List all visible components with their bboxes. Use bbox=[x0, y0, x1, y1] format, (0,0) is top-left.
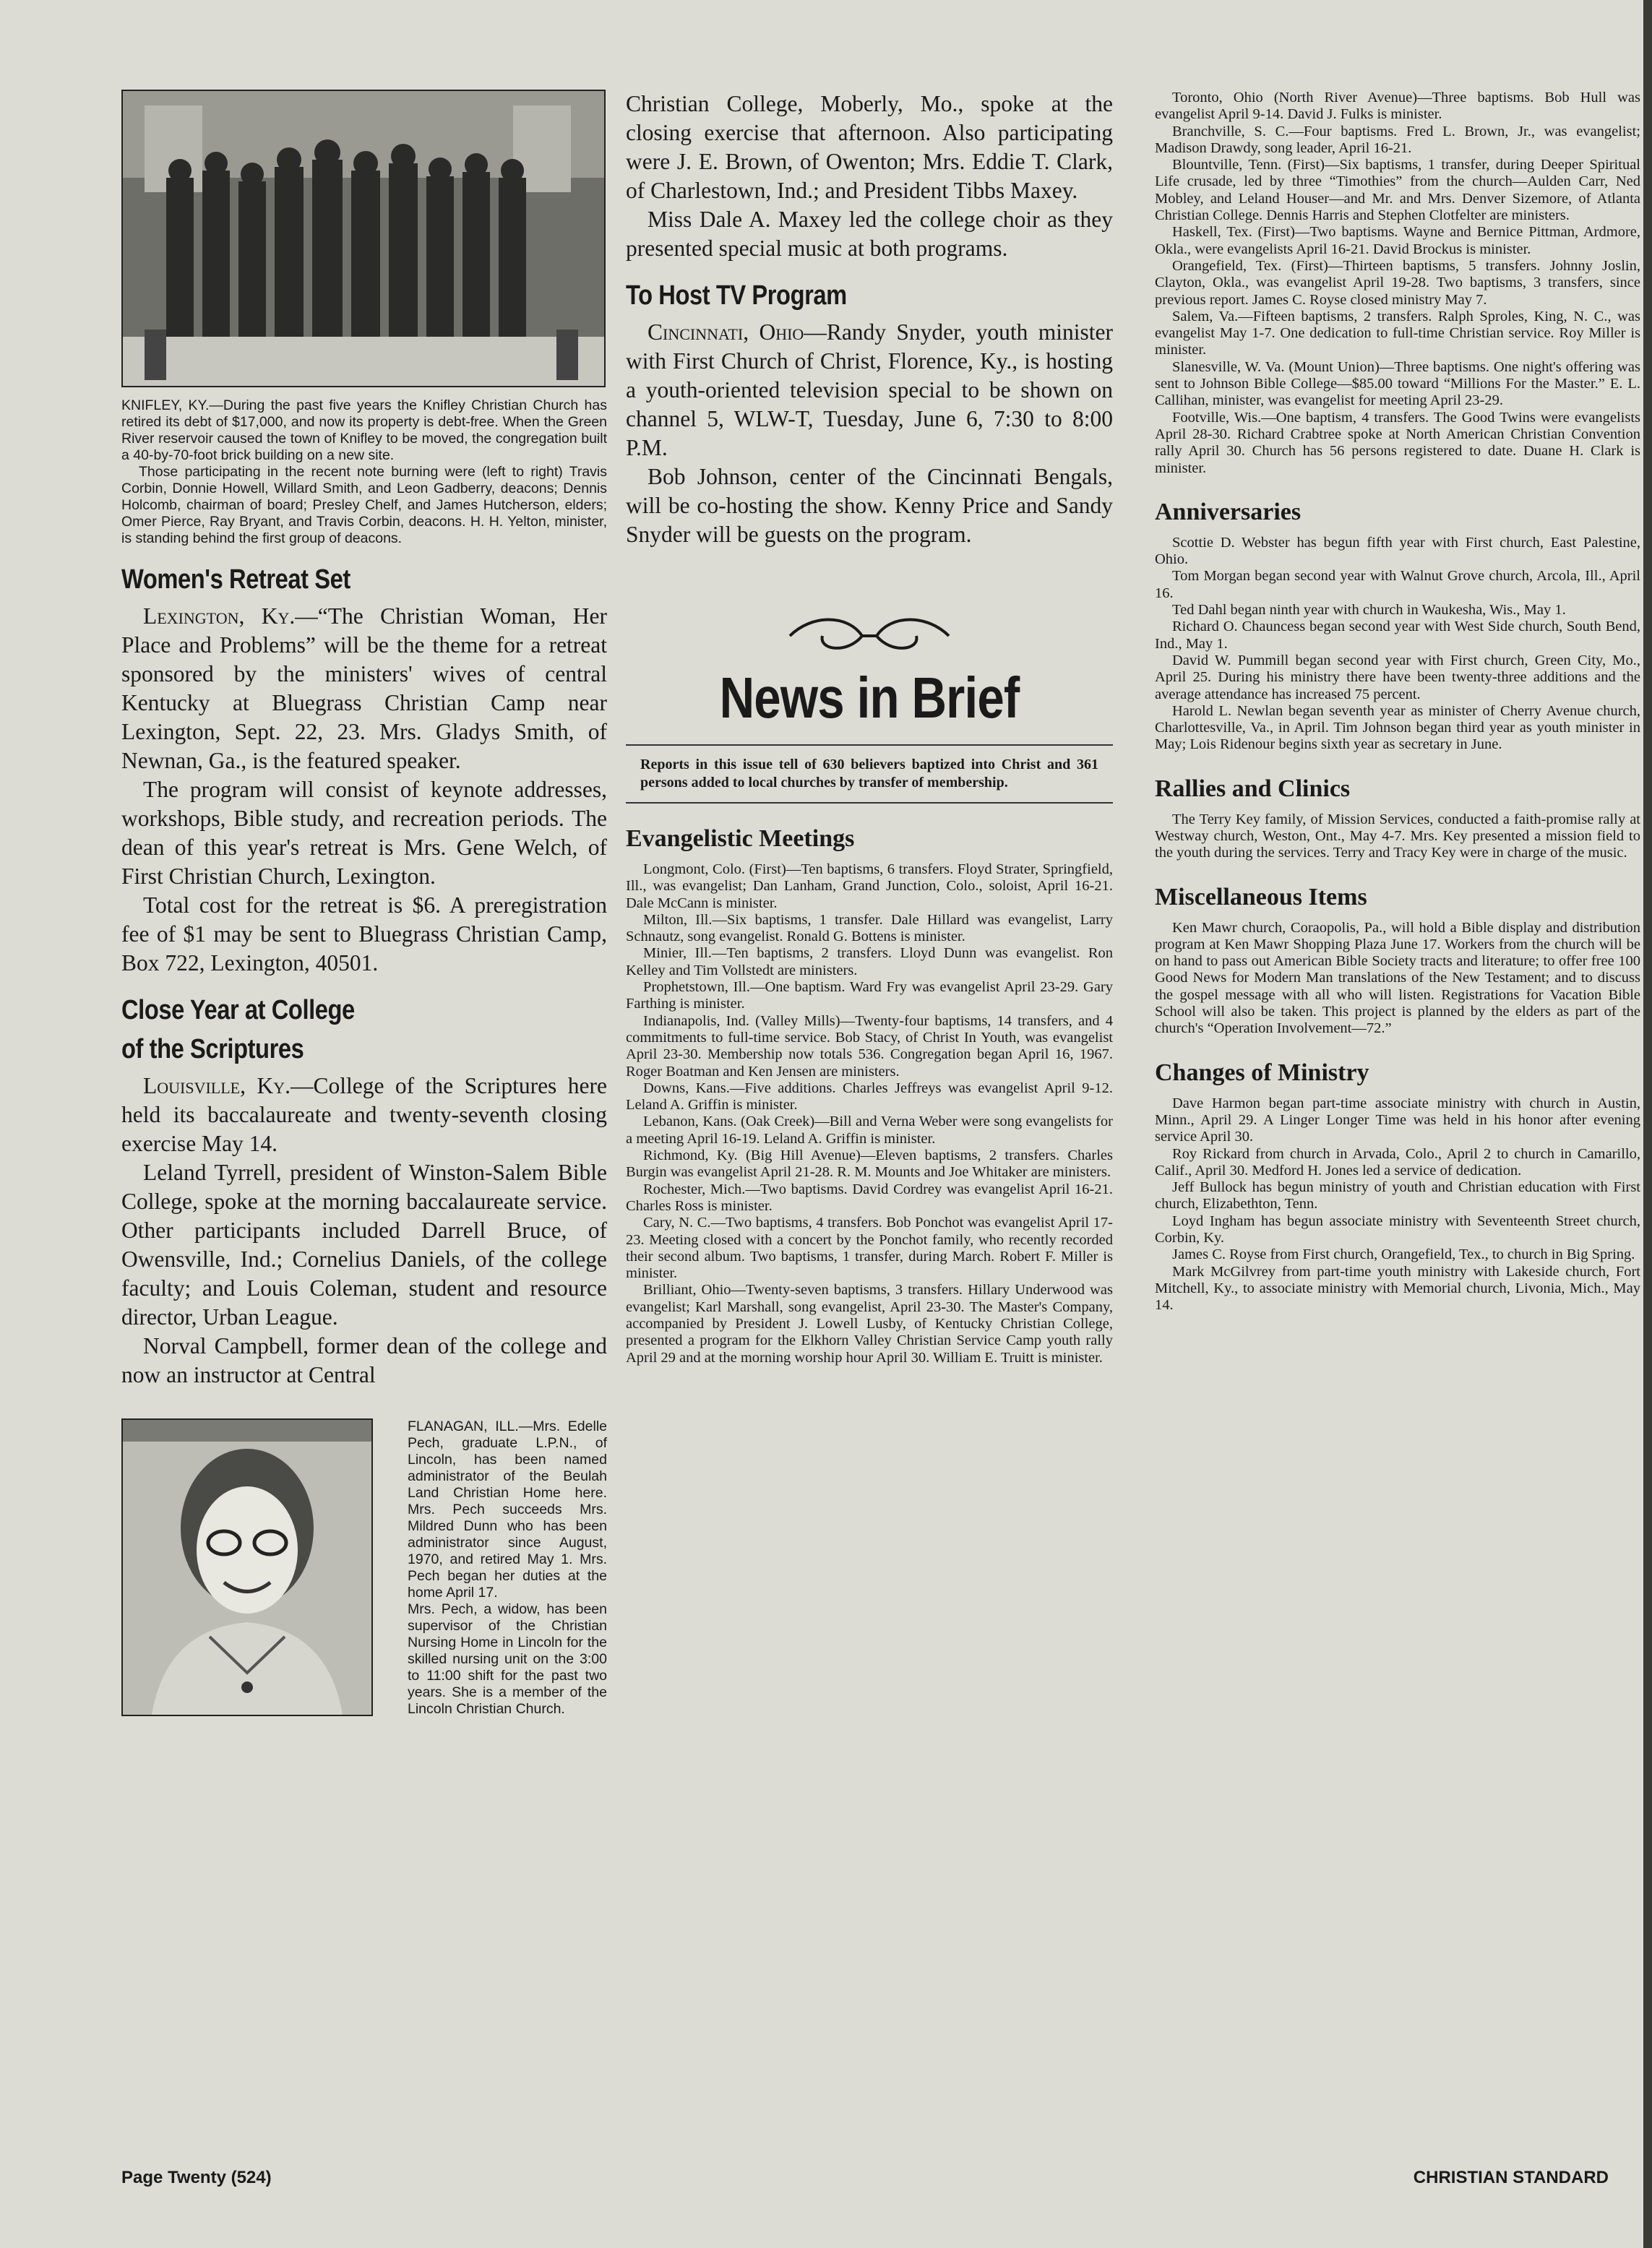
article-paragraph bbox=[626, 318, 1113, 462]
article-paragraph bbox=[121, 1072, 607, 1158]
column-3 bbox=[1155, 90, 1640, 1314]
list-item: Brilliant, Ohio—Twenty-seven baptisms, 3 transfers. Hillary Underwood was evangelist; Karl Marshall, song evangelist, April 23-30. The Master's Company, accompanied by President J. Lowell Lusby, of Kentucky Christian College, presented a program for the Elkhorn Valley Christian Service Camp youth rally April 29 and at the morning worship hour April 30. William E. Truitt is minister. bbox=[626, 1282, 1113, 1366]
list-item: Footville, Wis.—One baptism, 4 transfers. The Good Twins were evangelists April 28-30. Richard Crabtree spoke at North American Christian Convention rally April 30. Church has 56 persons registered to date. Duane H. Clark is minister. bbox=[1155, 409, 1640, 476]
reports-summary: Reports in this issue tell of 630 believers baptized into Christ and 361 persons added to local churches by transfer of membership. bbox=[626, 744, 1113, 804]
list-item: Richard O. Chauncess began second year with West Side church, South Bend, Ind., May 1. bbox=[1155, 619, 1640, 652]
changes-list bbox=[1155, 1095, 1640, 1314]
list-item: Blountville, Tenn. (First)—Six baptisms, 1 transfer, during Deeper Spiritual Life crusade, led by three “Timothies” from the church—Aulden Carr, Ned Mobley, and Leland Houser—and Mr. and Mrs. Denver Sizemore, of Atlanta Christian College. Dennis Harris and Stephen Clotfelter are ministers. bbox=[1155, 157, 1640, 224]
flourish-ornament-icon bbox=[783, 614, 956, 658]
list-item: Scottie D. Webster has begun fifth year with First church, East Palestine, Ohio. bbox=[1155, 534, 1640, 568]
paragraph-text: —“The Christian Woman, Her Place and Problems” will be the theme for a retreat sponsored by the ministers' wives of central Kentucky at Bluegrass Christian Camp near Lexington, Sept. 22, 23. Mrs. Gladys Smith, of Newnan, Ga., is the featured speaker. bbox=[121, 603, 608, 773]
tv-article bbox=[626, 318, 1113, 549]
college-headline-1: Close Year at College bbox=[121, 995, 355, 1025]
caption-paragraph: FLANAGAN, ILL.—Mrs. Edelle Pech, graduate L.P.N., of Lincoln, has been named administrator of the Beulah Land Christian Home here. Mrs. Pech succeeds Mrs. Mildred Dunn who has been administrator since August, 1970, and retired May 1. Mrs. Pech began her duties at the home April 17. bbox=[408, 1418, 607, 1601]
pech-caption bbox=[121, 1418, 607, 1718]
article-paragraph: Leland Tyrrell, president of Winston-Salem Bible College, spoke at the morning baccalaureate service. Other participants included Darrell Bruce, of Owensville, Ind.; Cornelius Daniels, of the college faculty; and Louis Coleman, student and resource director, Urban League. bbox=[121, 1160, 607, 1330]
list-item: Lebanon, Kans. (Oak Creek)—Bill and Verna Weber were song evangelists for a meeting April 16-19. Leland A. Griffin is minister. bbox=[626, 1114, 1113, 1147]
article-paragraph: The program will consist of keynote addresses, workshops, Bible study, and recreation periods. The dean of this year's retreat is Mrs. Gene Welch, of First Christian Church, Lexington. bbox=[121, 777, 607, 889]
list-item: Prophetstown, Ill.—One baptism. Ward Fry was evangelist April 23-29. Gary Farthing is minister. bbox=[626, 979, 1113, 1012]
evangelistic-list-continued bbox=[1155, 90, 1640, 477]
article-paragraph: Norval Campbell, former dean of the college and now an instructor at Central bbox=[121, 1333, 607, 1387]
evangelistic-meetings-heading: Evangelistic Meetings bbox=[626, 825, 855, 852]
caption-paragraph: Those participating in the recent note burning were (left to right) Travis Corbin, Donnie Howell, Willard Smith, and Leon Gadberry, deacons; Dennis Holcomb, chairman of board; Presley Chelf, and James Hutcherson, elders; Omer Pierce, Ray Bryant, and Travis Corbin, deacons. H. H. Yelton, minister, is standing behind the first group of deacons. bbox=[121, 464, 607, 546]
list-item: Harold L. Newlan began seventh year as minister of Cherry Avenue church, Charlottesville, Va., in April. Tim Johnson began third year as youth minister in May; Lois Ridenour begins sixth year as secretary in June. bbox=[1155, 702, 1640, 753]
knifley-caption bbox=[121, 397, 607, 547]
article-paragraph bbox=[121, 602, 607, 775]
list-item: Downs, Kans.—Five additions. Charles Jeffreys was evangelist April 9-12. Leland A. Griffin is minister. bbox=[626, 1080, 1113, 1114]
college-article bbox=[121, 1072, 607, 1390]
article-paragraph: Christian College, Moberly, Mo., spoke at the closing exercise that afternoon. Also participating were J. E. Brown, of Owenton; Mrs. Eddie T. Clark, of Charlestown, Ind.; and President Tibbs Maxey. bbox=[626, 91, 1113, 203]
article-paragraph: Total cost for the retreat is $6. A preregistration fee of $1 may be sent to Bluegrass Christian Camp, Box 722, Lexington, 40501. bbox=[121, 892, 607, 976]
list-item: Ted Dahl began ninth year with church in Waukesha, Wis., May 1. bbox=[1172, 602, 1566, 619]
dateline: Cincinnati, Ohio bbox=[648, 319, 804, 345]
tv-headline: To Host TV Program bbox=[626, 280, 847, 311]
list-item: Salem, Va.—Fifteen baptisms, 2 transfers. Ralph Sproles, King, N. C., was evangelist May 1-7. One dedication to full-time Christian service. Roy Miller is minister. bbox=[1155, 308, 1640, 358]
list-item: James C. Royse from First church, Orangefield, Tex., to church in Big Spring. bbox=[1172, 1246, 1635, 1263]
list-item: Rochester, Mich.—Two baptisms. David Cordrey was evangelist April 16-21. Charles Ross is minister. bbox=[626, 1181, 1113, 1214]
list-item: Mark McGilvrey from part-time youth ministry with Lakeside church, Fort Mitchell, Ky., to associate ministry with Memorial church, Livonia, Mich., May 14. bbox=[1155, 1263, 1640, 1314]
miscellaneous-list bbox=[1155, 920, 1640, 1038]
news-in-brief-title: News in Brief bbox=[719, 666, 1020, 730]
list-item: Toronto, Ohio (North River Avenue)—Three baptisms. Bob Hull was evangelist April 9-14. David J. Fulks is minister. bbox=[1155, 90, 1640, 123]
list-item: Ken Mawr church, Coraopolis, Pa., will hold a Bible display and distribution program at Ken Mawr Shopping Plaza June 17. Workers from the church will be on hand to pass out American Bible Society tracts and literature; to offer free 100 Good News for Modern Man translations of the New Testament; and to discuss the gospel message with all who will listen. Registrations for Vacation Bible School will also be taken. This project is planned by the elders as part of the church's “Operation Involvement—72.” bbox=[1155, 919, 1640, 1037]
caption-paragraph: KNIFLEY, KY.—During the past five years the Knifley Christian Church has retired its debt of $17,000, and now its property is debt-free. When the Green River reservoir caused the town of Knifley to be moved, the congregation built a 40-by-70-foot brick building on a new site. bbox=[121, 397, 607, 463]
knifley-group-photo bbox=[121, 90, 606, 387]
page-edge bbox=[1643, 0, 1652, 2248]
list-item: Roy Rickard from church in Arvada, Colo., April 2 to church in Camarillo, Calif., April 30. Medford H. Jones led a service of dedication. bbox=[1155, 1145, 1640, 1179]
list-item: Richmond, Ky. (Big Hill Avenue)—Eleven baptisms, 2 transfers. Charles Burgin was evangelist April 21-28. R. M. Mounts and Joe Whitaker are ministers. bbox=[626, 1147, 1113, 1181]
miscellaneous-heading: Miscellaneous Items bbox=[1155, 883, 1367, 910]
anniversaries-list bbox=[1155, 535, 1640, 754]
list-item: Minier, Ill.—Ten baptisms, 2 transfers. Lloyd Dunn was evangelist. Ron Kelley and Tim Vollstedt are ministers. bbox=[626, 945, 1113, 978]
list-item: Indianapolis, Ind. (Valley Mills)—Twenty-four baptisms, 14 transfers, and 4 commitments to full-time service. Bob Stacy, of Christ In Youth, was evangelist April 23-30. Membership now totals 536. Congregation began April 16, 1967. Roger Boatman and Ken Jensen are ministers. bbox=[626, 1012, 1113, 1080]
dateline: Lexington, Ky. bbox=[143, 603, 296, 629]
list-item: Loyd Ingham has begun associate ministry with Seventeenth Street church, Corbin, Ky. bbox=[1155, 1213, 1640, 1246]
list-item: David W. Pummill began second year with First church, Green City, Mo., April 25. During his ministry there have been twenty-three additions and the average attendance has increased 75 percent. bbox=[1155, 652, 1640, 702]
evangelistic-list bbox=[626, 861, 1113, 1366]
list-item: Milton, Ill.—Six baptisms, 1 transfer. Dale Hillard was evangelist, Larry Schnautz, song evangelist. Ronald G. Bottens is minister. bbox=[626, 911, 1113, 945]
list-item: Cary, N. C.—Two baptisms, 4 transfers. Bob Ponchot was evangelist April 17-23. Meeting closed with a concert by the Ponchot family, who recently recorded their second album. Two baptisms, 1 transfer, during March. Robert F. Miller is minister. bbox=[626, 1215, 1113, 1282]
changes-heading: Changes of Ministry bbox=[1155, 1059, 1369, 1086]
column-1 bbox=[121, 90, 607, 1823]
college-article-continued bbox=[626, 90, 1113, 263]
paragraph-text: —Randy Snyder, youth minister with First Church of Christ, Florence, Ky., is hosting a youth-oriented television special to be shown on channel 5, WLW-T, Tuesday, June 6, 7:30 to 8:00 P.M. bbox=[626, 319, 1113, 460]
article-paragraph: Bob Johnson, center of the Cincinnati Bengals, will be co-hosting the show. Kenny Price and Sandy Snyder will be guests on the program. bbox=[626, 464, 1113, 547]
list-item: Jeff Bullock has begun ministry of youth and Christian education with First church, Elizabethton, Tenn. bbox=[1155, 1179, 1640, 1213]
list-item: Slanesville, W. Va. (Mount Union)—Three baptisms. One night's offering was sent to Johnson Bible College—$85.00 toward “Millions For the Master.” E. L. Callihan, minister, was evangelist for meeting April 23-29. bbox=[1155, 358, 1640, 409]
list-item: The Terry Key family, of Mission Services, conducted a faith-promise rally at Westway church, Weston, Ont., May 4-7. Mrs. Key presented a mission field to the youth during the services. Terry and Tracy Key were in charge of the music. bbox=[1155, 811, 1640, 861]
group-photo-image bbox=[123, 91, 604, 386]
list-item: Branchville, S. C.—Four baptisms. Fred L. Brown, Jr., was evangelist; Madison Drawdy, song leader, April 16-21. bbox=[1155, 123, 1640, 156]
list-item: Haskell, Tex. (First)—Two baptisms. Wayne and Bernice Pittman, Ardmore, Okla., were evangelists April 16-21. David Brockus is minister. bbox=[1155, 224, 1640, 257]
college-headline-2: of the Scriptures bbox=[121, 1034, 304, 1064]
article-paragraph: Miss Dale A. Maxey led the college choir as they presented special music at both programs. bbox=[626, 207, 1113, 261]
column-2 bbox=[626, 90, 1113, 1366]
retreat-article bbox=[121, 602, 607, 978]
dateline: Louisville, Ky. bbox=[143, 1073, 291, 1098]
pech-block bbox=[121, 1418, 607, 1823]
retreat-headline: Women's Retreat Set bbox=[121, 564, 350, 595]
caption-paragraph: Mrs. Pech, a widow, has been supervisor of the Christian Nursing Home in Lincoln for the skilled nursing unit on the 3:00 to 11:00 shift for the past two years. She is a member of the Lincoln Christian Church. bbox=[408, 1601, 607, 1717]
page-number: Page Twenty (524) bbox=[121, 2168, 272, 2187]
anniversaries-heading: Anniversaries bbox=[1155, 498, 1302, 525]
rallies-heading: Rallies and Clinics bbox=[1155, 775, 1351, 802]
list-item: Longmont, Colo. (First)—Ten baptisms, 6 transfers. Floyd Strater, Springfield, Ill., was evangelist; Dan Lanham, Grand Junction, Colo., soloist, April 16-21. Dale McCann is minister. bbox=[626, 861, 1113, 911]
list-item: Tom Morgan began second year with Walnut Grove church, Arcola, Ill., April 16. bbox=[1155, 568, 1640, 601]
list-item: Dave Harmon began part-time associate ministry with church in Austin, Minn., April 29. A Linger Longer Time was held in his honor after evening service April 30. bbox=[1155, 1095, 1640, 1145]
rallies-list bbox=[1155, 811, 1640, 862]
list-item: Orangefield, Tex. (First)—Thirteen baptisms, 5 transfers. Johnny Joslin, Clayton, Okla., was evangelist April 19-28. Two baptisms, 3 transfers, since previous report. James C. Royse closed ministry May 7. bbox=[1155, 257, 1640, 308]
publication-name: CHRISTIAN STANDARD bbox=[1413, 2168, 1609, 2187]
paragraph-text: —College of the Scriptures here held its baccalaureate and twenty-seventh closing exercise May 14. bbox=[121, 1073, 607, 1156]
